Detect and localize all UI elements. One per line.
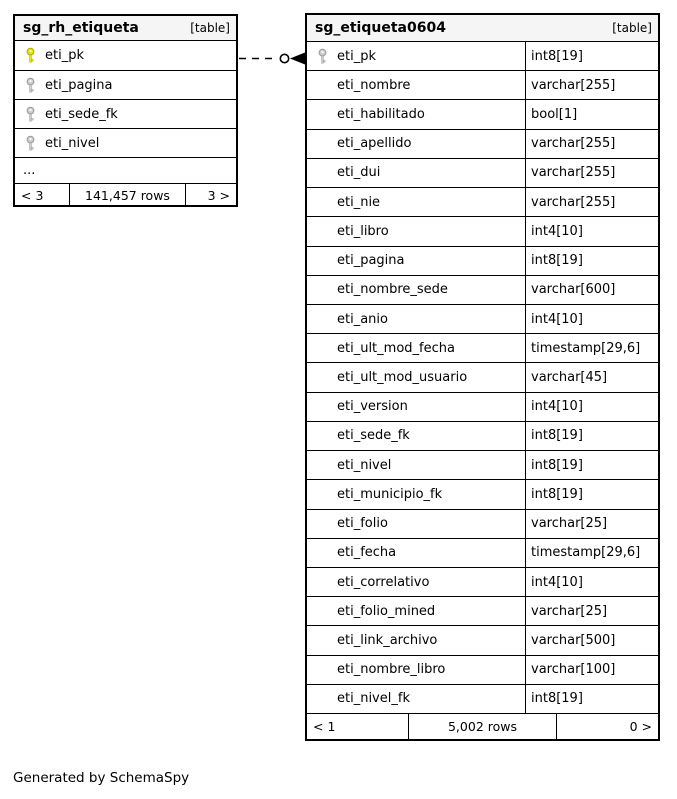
column-type: varchar[25] bbox=[525, 597, 658, 625]
column-type: timestamp[29,6] bbox=[525, 334, 658, 362]
column-name-cell bbox=[15, 41, 236, 70]
column-name-cell bbox=[307, 276, 525, 304]
column-row bbox=[307, 187, 658, 216]
row-count: 5,002 rows bbox=[408, 714, 556, 739]
column-name-cell bbox=[307, 656, 525, 684]
column-name-cell bbox=[307, 597, 525, 625]
column-row bbox=[307, 99, 658, 128]
column-name: eti_nivel bbox=[337, 457, 392, 473]
index-key-icon bbox=[317, 48, 337, 65]
index-key-icon bbox=[25, 106, 45, 123]
column-name: eti_nivel_fk bbox=[337, 691, 410, 707]
column-name: eti_pk bbox=[337, 48, 376, 64]
column-type: varchar[100] bbox=[525, 656, 658, 684]
column-row bbox=[307, 421, 658, 450]
column-name: eti_libro bbox=[337, 223, 389, 239]
column-name-cell bbox=[307, 100, 525, 128]
index-key-icon bbox=[25, 77, 45, 94]
column-row bbox=[307, 70, 658, 99]
column-name-cell bbox=[307, 626, 525, 654]
prev-page-link[interactable]: < 1 bbox=[313, 719, 336, 734]
column-type: timestamp[29,6] bbox=[525, 539, 658, 567]
column-row bbox=[15, 128, 236, 157]
column-name-cell bbox=[15, 129, 236, 157]
column-type: int8[19] bbox=[525, 480, 658, 508]
column-name-cell bbox=[307, 159, 525, 187]
table-type-badge: [table] bbox=[190, 21, 230, 35]
column-type: varchar[255] bbox=[525, 188, 658, 216]
column-name: eti_folio bbox=[337, 516, 388, 532]
column-name: eti_nombre bbox=[337, 77, 411, 93]
table-sg-rh-etiqueta bbox=[13, 14, 238, 207]
column-type: varchar[45] bbox=[525, 363, 658, 391]
zero-cardinality-circle-icon bbox=[280, 54, 288, 62]
column-name: eti_municipio_fk bbox=[337, 486, 443, 502]
column-name: eti_pagina bbox=[337, 253, 405, 269]
column-name-cell bbox=[307, 422, 525, 450]
column-name-cell bbox=[307, 363, 525, 391]
column-name-cell bbox=[307, 480, 525, 508]
column-name: eti_ult_mod_usuario bbox=[337, 370, 468, 386]
column-row bbox=[307, 596, 658, 625]
column-type: varchar[255] bbox=[525, 71, 658, 99]
column-type: varchar[600] bbox=[525, 276, 658, 304]
column-name: eti_sede_fk bbox=[45, 106, 118, 122]
column-row bbox=[307, 450, 658, 479]
column-row bbox=[307, 158, 658, 187]
table-header[interactable] bbox=[307, 15, 658, 42]
column-row bbox=[307, 567, 658, 596]
table-footer bbox=[307, 713, 658, 739]
column-name-cell bbox=[307, 71, 525, 99]
table-footer bbox=[15, 183, 236, 206]
column-name-cell bbox=[307, 568, 525, 596]
column-row bbox=[307, 129, 658, 158]
column-type: bool[1] bbox=[525, 100, 658, 128]
column-name-cell bbox=[307, 130, 525, 158]
column-row bbox=[307, 216, 658, 245]
column-name-cell bbox=[307, 247, 525, 275]
next-page-link[interactable]: 3 > bbox=[185, 184, 236, 206]
table-header[interactable] bbox=[15, 16, 236, 41]
column-name-cell bbox=[307, 217, 525, 245]
table-sg-etiqueta0604 bbox=[305, 13, 660, 741]
next-page-link[interactable]: 0 > bbox=[556, 714, 658, 739]
column-name-cell bbox=[15, 71, 236, 99]
column-name-cell bbox=[307, 685, 525, 713]
column-name: eti_version bbox=[337, 399, 408, 415]
column-type: int8[19] bbox=[525, 422, 658, 450]
relationship-arrowhead-icon bbox=[290, 53, 305, 65]
column-name: eti_correlativo bbox=[337, 574, 430, 590]
column-type: int4[10] bbox=[525, 568, 658, 596]
column-row bbox=[15, 41, 236, 70]
column-type: int4[10] bbox=[525, 305, 658, 333]
column-row bbox=[307, 275, 658, 304]
column-name: eti_anio bbox=[337, 311, 388, 327]
column-type: int8[19] bbox=[525, 451, 658, 479]
column-row bbox=[307, 655, 658, 684]
table-title[interactable]: sg_rh_etiqueta bbox=[23, 20, 139, 36]
column-name: eti_apellido bbox=[337, 136, 412, 152]
column-name-cell bbox=[307, 510, 525, 538]
column-name: eti_habilitado bbox=[337, 107, 425, 123]
column-row bbox=[307, 684, 658, 713]
column-name: eti_link_archivo bbox=[337, 632, 438, 648]
column-type: int8[19] bbox=[525, 247, 658, 275]
generated-by-text: Generated by SchemaSpy bbox=[13, 770, 190, 786]
column-type: int8[19] bbox=[525, 685, 658, 713]
column-name-cell bbox=[307, 451, 525, 479]
table-title[interactable]: sg_etiqueta0604 bbox=[315, 20, 446, 36]
column-row bbox=[307, 625, 658, 654]
column-name-cell bbox=[307, 393, 525, 421]
relationship-connector bbox=[238, 50, 305, 67]
column-name: eti_folio_mined bbox=[337, 603, 436, 619]
column-name-cell bbox=[307, 188, 525, 216]
column-name: eti_sede_fk bbox=[337, 428, 410, 444]
column-name-cell bbox=[15, 100, 236, 128]
index-key-icon bbox=[25, 135, 45, 152]
row-count: 141,457 rows bbox=[69, 184, 185, 206]
column-type: varchar[255] bbox=[525, 130, 658, 158]
column-row bbox=[307, 333, 658, 362]
column-row bbox=[307, 42, 658, 70]
column-name-cell bbox=[307, 334, 525, 362]
column-name: eti_nivel bbox=[45, 135, 100, 151]
column-row bbox=[307, 362, 658, 391]
column-list bbox=[15, 41, 236, 157]
ellipsis-row: ... bbox=[15, 157, 236, 183]
table-type-badge: [table] bbox=[612, 21, 652, 35]
column-type: varchar[500] bbox=[525, 626, 658, 654]
column-list bbox=[307, 42, 658, 713]
column-type: varchar[255] bbox=[525, 159, 658, 187]
column-row bbox=[307, 304, 658, 333]
column-row bbox=[307, 479, 658, 508]
column-row bbox=[15, 99, 236, 128]
column-name-cell bbox=[307, 539, 525, 567]
prev-page-link[interactable]: < 3 bbox=[21, 187, 44, 203]
column-type: int8[19] bbox=[525, 42, 658, 70]
primary-key-icon bbox=[25, 47, 45, 64]
column-row bbox=[15, 70, 236, 99]
column-name-cell bbox=[307, 305, 525, 333]
column-name: eti_pagina bbox=[45, 77, 113, 93]
column-type: int4[10] bbox=[525, 217, 658, 245]
column-name: eti_nie bbox=[337, 194, 381, 210]
column-name: eti_nombre_libro bbox=[337, 662, 446, 678]
column-name: eti_ult_mod_fecha bbox=[337, 340, 455, 356]
column-name-cell bbox=[307, 42, 525, 70]
column-name: eti_pk bbox=[45, 48, 84, 63]
column-type: varchar[25] bbox=[525, 510, 658, 538]
column-row bbox=[307, 392, 658, 421]
column-row bbox=[307, 538, 658, 567]
column-type: int4[10] bbox=[525, 393, 658, 421]
column-row bbox=[307, 246, 658, 275]
column-name: eti_dui bbox=[337, 165, 381, 181]
column-name: eti_nombre_sede bbox=[337, 282, 448, 298]
column-row bbox=[307, 509, 658, 538]
column-name: eti_fecha bbox=[337, 545, 397, 561]
